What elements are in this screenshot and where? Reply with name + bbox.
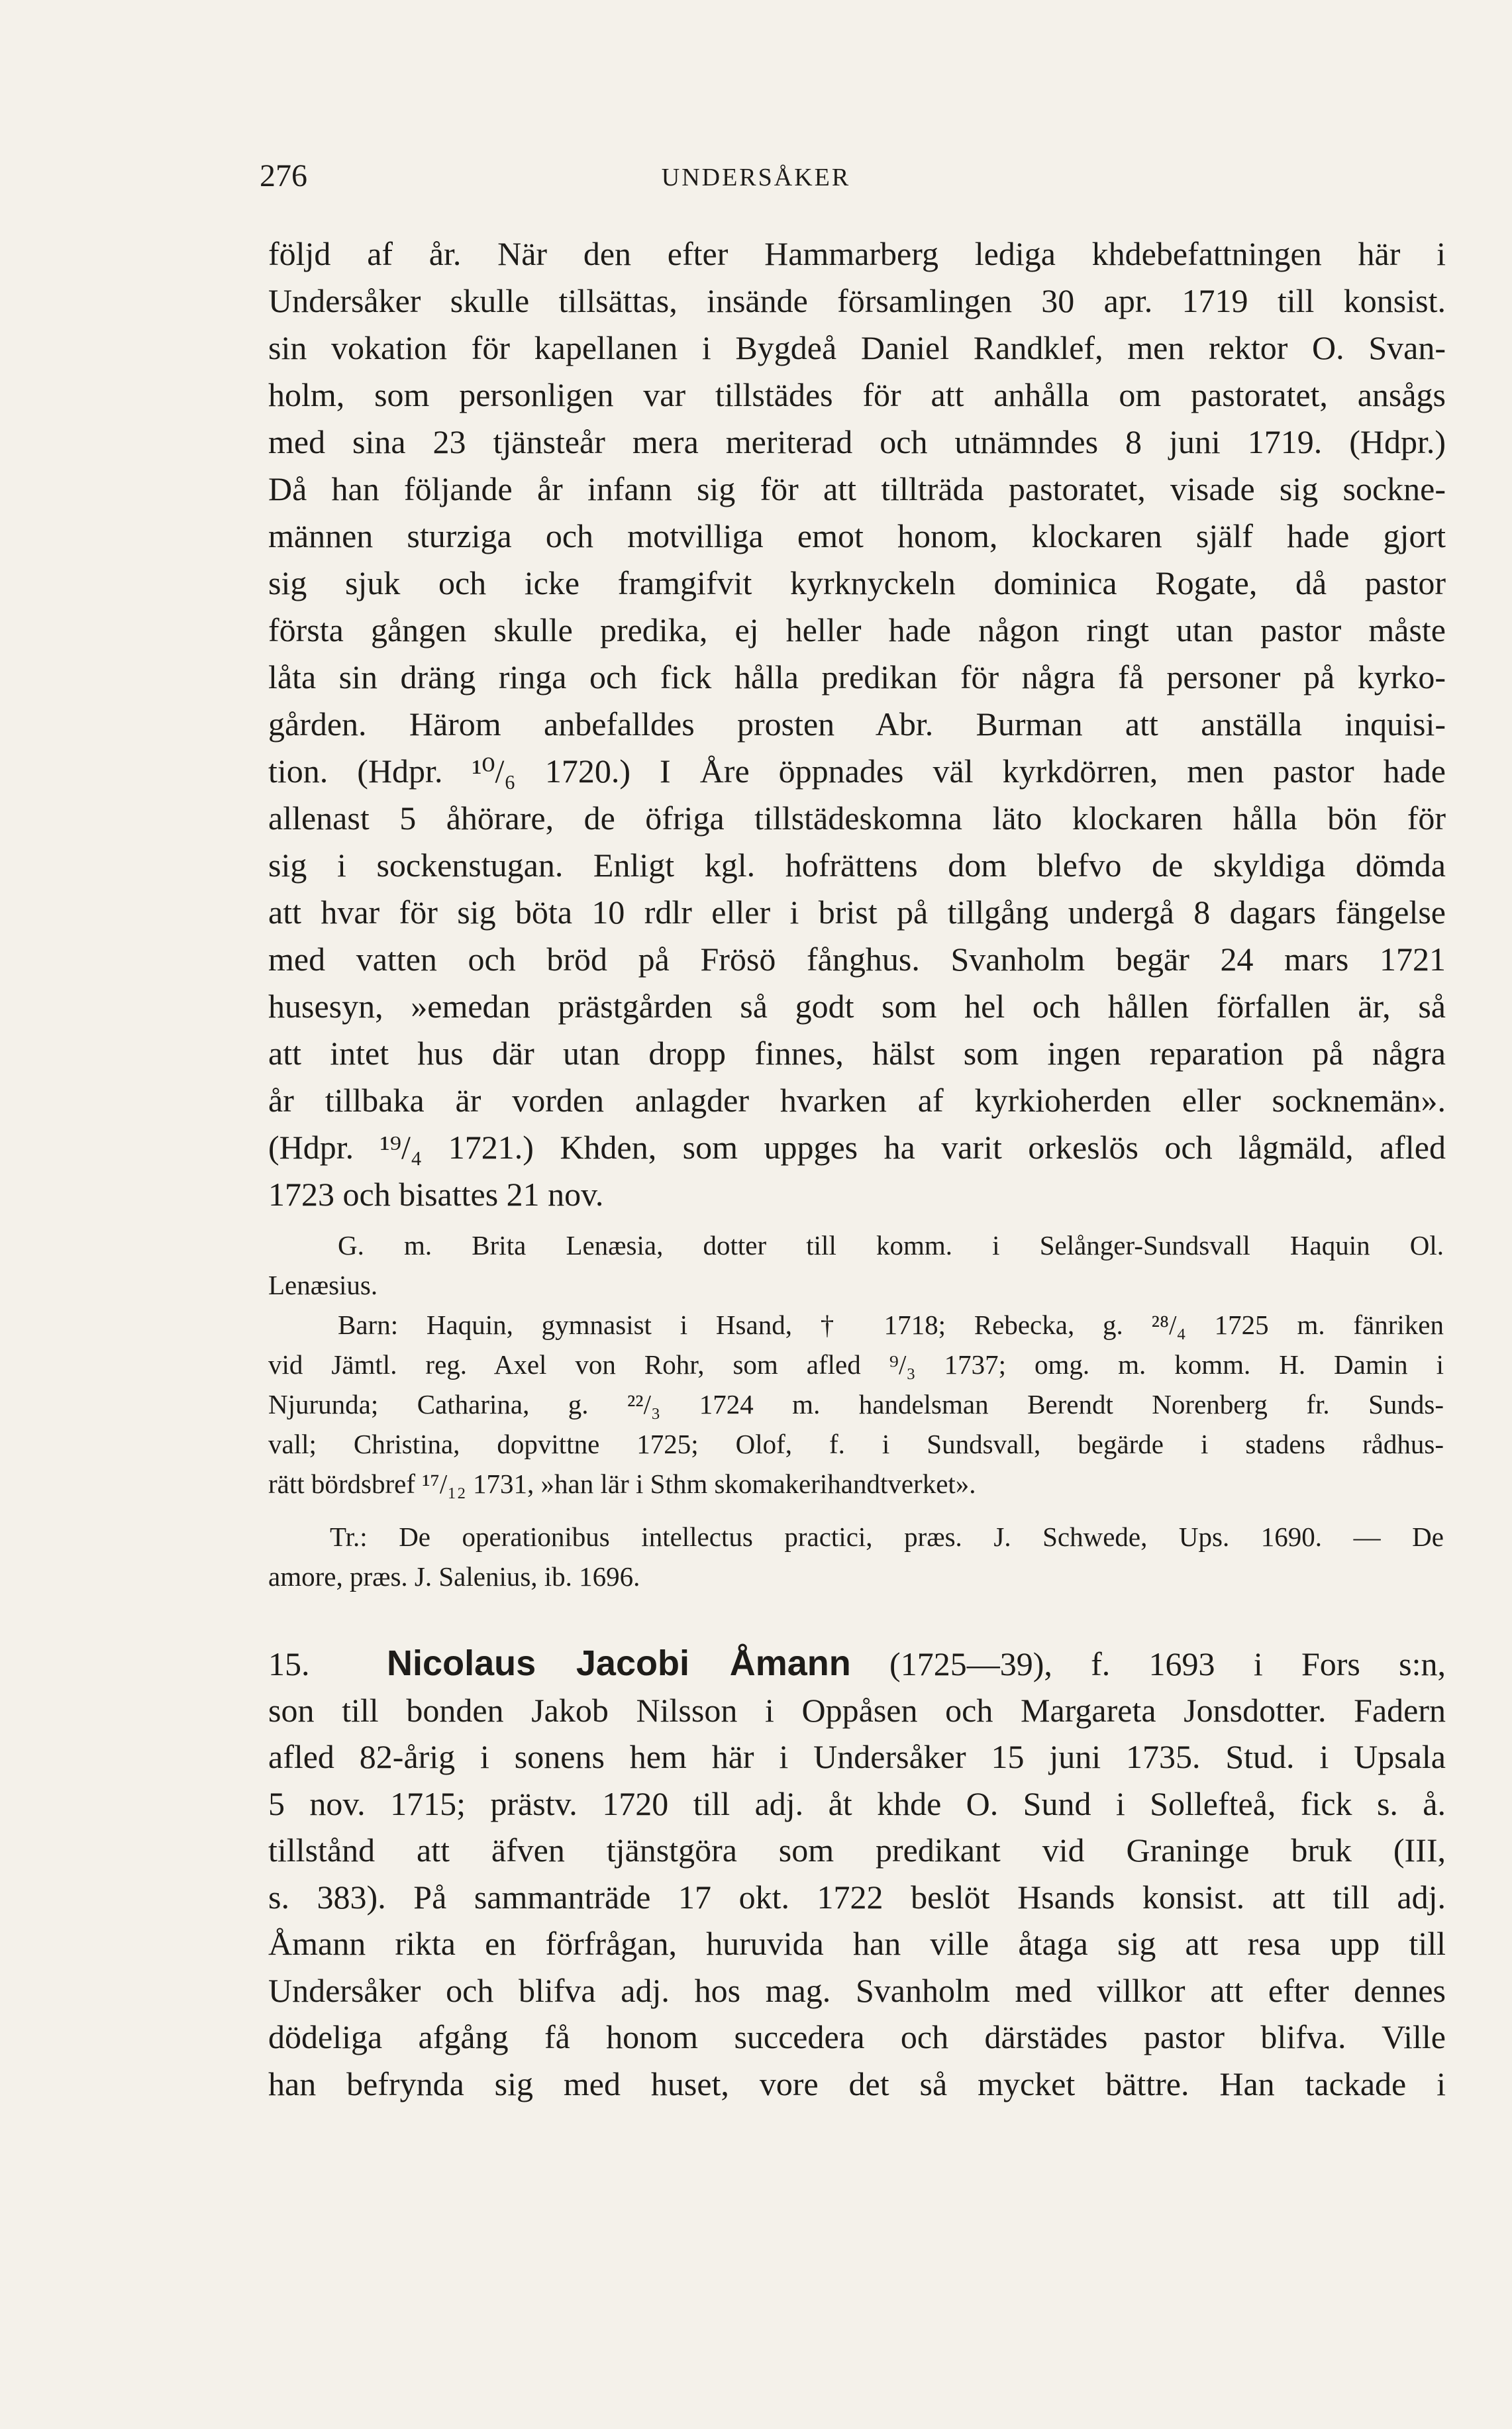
text-line: första gången skulle predika, ej heller hade någon ringt utan pastor måste bbox=[268, 611, 1446, 648]
section-number: 15. bbox=[268, 1645, 310, 1682]
text-line: 5 nov. 1715; prästv. 1720 till adj. åt khde O. Sund i Sollefteå, fick s. å. bbox=[268, 1784, 1446, 1822]
text-line: son till bonden Jakob Nilsson i Oppåsen och Margareta Jonsdotter. Fadern bbox=[268, 1691, 1446, 1729]
note-line: Tr.: De operationibus intellectus practici, præs. J. Schwede, Ups. 1690. — De bbox=[330, 1522, 1444, 1552]
text-line: afled 82-årig i sonens hem här i Undersåker 15 juni 1735. Stud. i Upsala bbox=[268, 1738, 1446, 1775]
text-line: dödeliga afgång få honom succedera och därstädes pastor blifva. Ville bbox=[268, 2018, 1446, 2055]
main-text bbox=[268, 231, 1446, 1218]
text-line: sig i sockenstugan. Enligt kgl. hofrättens dom blefvo de skyldiga dömda bbox=[268, 847, 1446, 884]
text-line: 1723 och bisattes 21 nov. bbox=[268, 1176, 604, 1213]
note-line: vall; Christina, dopvittne 1725; Olof, f. i Sundsvall, begärde i stadens rådhus- bbox=[268, 1429, 1444, 1459]
text-line: Undersåker och blifva adj. hos mag. Svanholm med villkor att efter dennes bbox=[268, 1971, 1446, 2009]
text-line: Då han följande år infann sig för att tillträda pastoratet, visade sig sockne- bbox=[268, 470, 1446, 507]
text-line: med vatten och bröd på Frösö fånghus. Svanholm begär 24 mars 1721 bbox=[268, 941, 1446, 978]
text-line: holm, som personligen var tillstädes för att anhålla om pastoratet, ansågs bbox=[268, 376, 1446, 413]
note-line: G. m. Brita Lenæsia, dotter till komm. i Selånger-Sundsvall Haquin Ol. bbox=[338, 1230, 1444, 1261]
page-header bbox=[0, 158, 1512, 204]
section-heading-rest: (1725—39), f. 1693 i Fors s:n, bbox=[889, 1645, 1446, 1682]
note-line: Barn: Haquin, gymnasist i Hsand, † 1718; Rebecka, g. ²⁸/₄ 1725 m. fänriken bbox=[338, 1310, 1444, 1340]
text-line: att hvar för sig böta 10 rdlr eller i brist på tillgång undergå 8 dagars fängelse bbox=[268, 894, 1446, 931]
note-line: vid Jämtl. reg. Axel von Rohr, som afled ⁹/₃ 1737; omg. m. komm. H. Damin i bbox=[268, 1349, 1444, 1380]
text-line: allenast 5 åhörare, de öfriga tillstädeskomna läto klockaren hålla bön för bbox=[268, 800, 1446, 837]
text-line: Åmann rikta en förfrågan, huruvida han ville åtaga sig att resa upp till bbox=[268, 1925, 1446, 1962]
text-line: Undersåker skulle tillsättas, insände församlingen 30 apr. 1719 till konsist. bbox=[268, 282, 1446, 319]
section-heading-line bbox=[268, 1640, 1446, 1687]
note-line: Lenæsius. bbox=[268, 1270, 378, 1300]
page-number: 276 bbox=[260, 158, 307, 193]
text-line: männen sturziga och motvilliga emot honom, klockaren själf hade gjort bbox=[268, 517, 1446, 554]
running-head: UNDERSÅKER bbox=[661, 164, 851, 191]
note-line: amore, præs. J. Salenius, ib. 1696. bbox=[268, 1561, 640, 1592]
note-line: Njurunda; Catharina, g. ²²/₃ 1724 m. handelsman Berendt Norenberg fr. Sunds- bbox=[268, 1389, 1444, 1420]
text-line: tion. (Hdpr. ¹⁰/₆ 1720.) I Åre öppnades väl kyrkdörren, men pastor hade bbox=[268, 752, 1446, 790]
text-line: husesyn, »emedan prästgården så godt som hel och hållen förfallen är, så bbox=[268, 988, 1446, 1025]
text-line: att intet hus där utan dropp finnes, hälst som ingen reparation på några bbox=[268, 1035, 1446, 1072]
family-note bbox=[268, 1225, 1444, 1504]
text-line: s. 383). På sammanträde 17 okt. 1722 beslöt Hsands konsist. att till adj. bbox=[268, 1878, 1446, 1916]
text-line: han befrynda sig med huset, vore det så mycket bättre. Han tackade i bbox=[268, 2065, 1446, 2102]
text-line: (Hdpr. ¹⁹/₄ 1721.) Khden, som uppges ha varit orkeslös och lågmäld, afled bbox=[268, 1129, 1446, 1166]
section-name: Nicolaus Jacobi Åmann bbox=[387, 1643, 851, 1683]
text-line: år tillbaka är vorden anlagder hvarken af kyrkioherden eller socknemän». bbox=[268, 1082, 1446, 1119]
text-line: tillstånd att äfven tjänstgöra som predikant vid Graninge bruk (III, bbox=[268, 1832, 1446, 1869]
text-line: följd af år. När den efter Hammarberg lediga khdebefattningen här i bbox=[268, 235, 1446, 272]
section-15 bbox=[268, 1640, 1446, 2107]
note-line: rätt bördsbref ¹⁷/₁₂ 1731, »han lär i Sthm skomakerihandtverket». bbox=[268, 1469, 976, 1499]
text-line: låta sin dräng ringa och fick hålla predikan för några få personer på kyrko- bbox=[268, 658, 1446, 696]
print-note bbox=[268, 1517, 1444, 1596]
text-line: sin vokation för kapellanen i Bygdeå Daniel Randklef, men rektor O. Svan- bbox=[268, 329, 1446, 366]
text-line: med sina 23 tjänsteår mera meriterad och utnämndes 8 juni 1719. (Hdpr.) bbox=[268, 423, 1446, 460]
text-line: gården. Härom anbefalldes prosten Abr. Burman att anställa inquisi- bbox=[268, 705, 1446, 743]
text-line: sig sjuk och icke framgifvit kyrknyckeln dominica Rogate, då pastor bbox=[268, 564, 1446, 601]
